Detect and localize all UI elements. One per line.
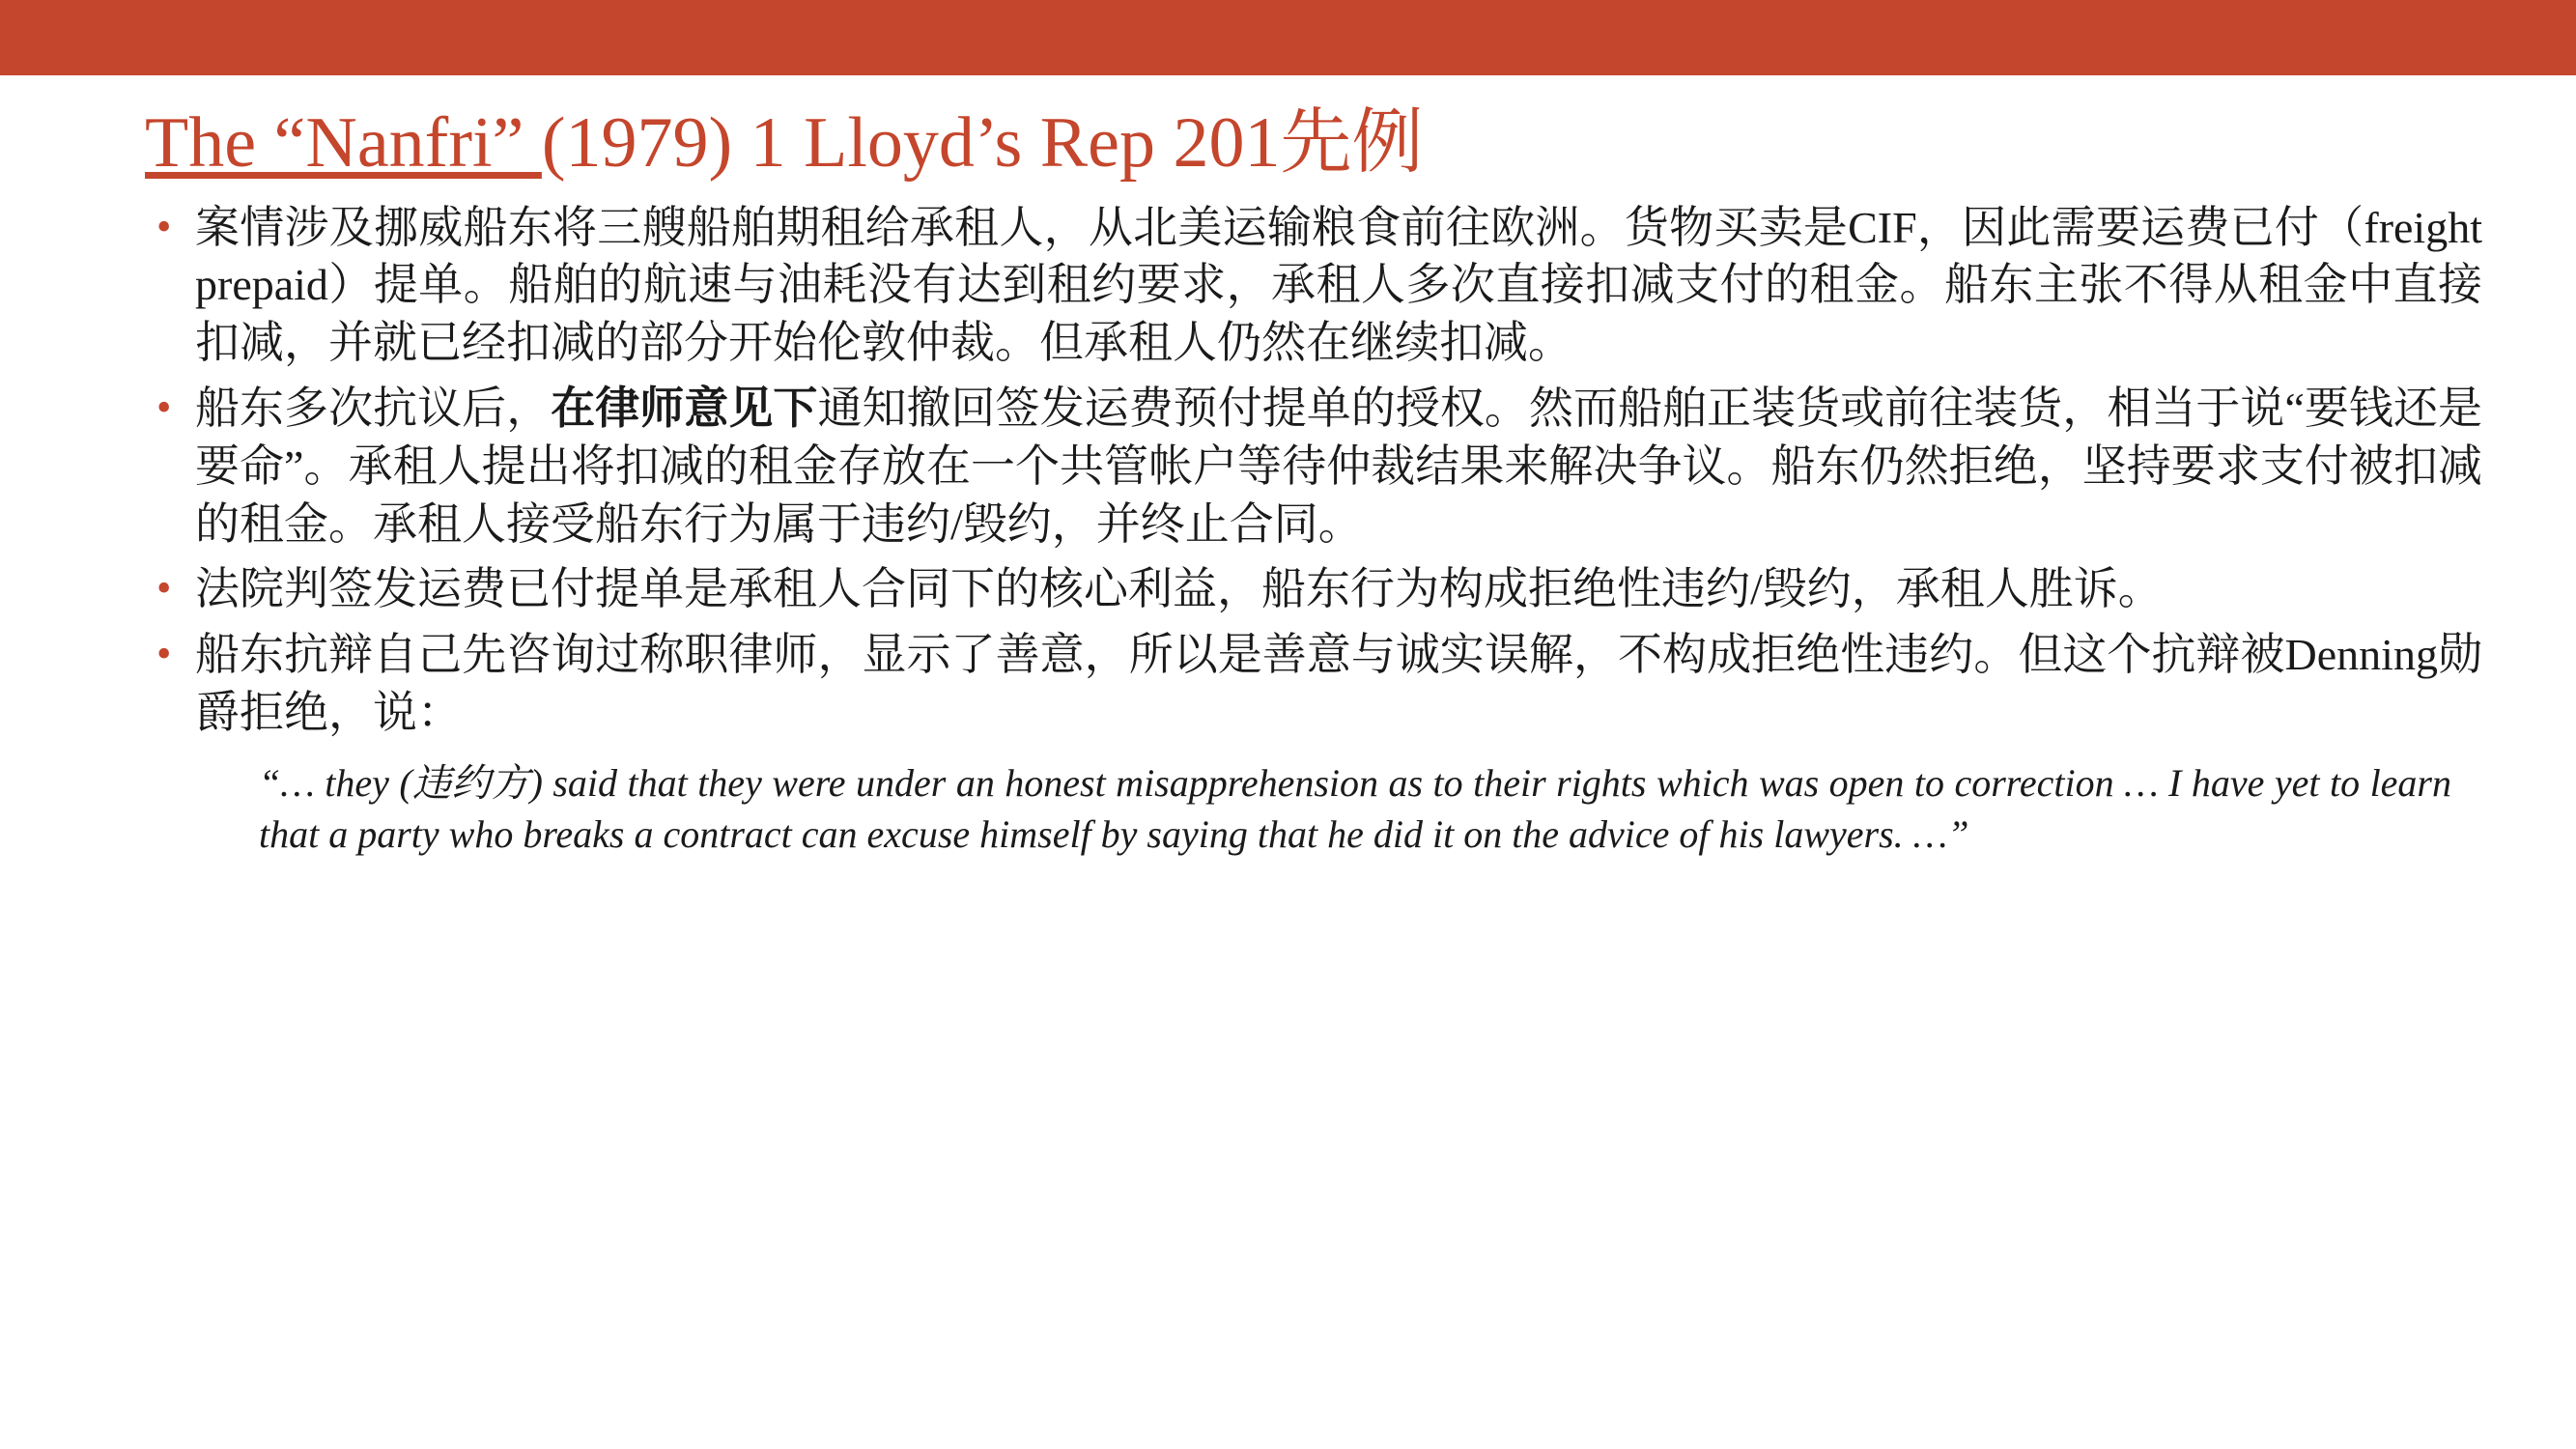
- list-item: [145, 380, 2482, 553]
- bullet-dot-icon: •: [156, 564, 172, 612]
- page-title: [145, 103, 2482, 183]
- page-title-citation: (1979) 1 Lloyd’s Rep 201先例: [541, 103, 1424, 183]
- bullet-dot-icon: •: [156, 630, 172, 678]
- bullet-list: [145, 199, 2482, 742]
- list-item: [145, 199, 2482, 372]
- bullet-text-emphasis: 在律师意见下: [551, 384, 818, 434]
- accent-top-bar: [0, 0, 2576, 75]
- bullet-text: 案情涉及挪威船东将三艘船舶期租给承租人，从北美运输粮食前往欧洲。货物买卖是CIF，因此需要运费已付（freight prepaid）提单。船舶的航速与油耗没有达到租约要求，承租人多次直接扣减支付的租金。船东主张不得从租金中直接扣减，并就已经扣减的部分开始伦敦仲裁。但承租人仍然在继续扣减。: [195, 202, 2482, 368]
- bullet-text: 法院判签发运费已付提单是承租人合同下的核心利益，船东行为构成拒绝性违约/毁约，承租人胜诉。: [195, 564, 2163, 614]
- bullet-text-after-emphasis: 通知撤回签发运费预付提单的授权。然而船舶正装货或前往装货，相当于说“要钱还是要命”。承租人提出将扣减的租金存放在一个共管帐户等待仲裁结果来解决争议。船东仍然拒绝，坚持要求支付被扣减的租金。承租人接受船东行为属于违约/毁约，并终止合同。: [195, 384, 2482, 549]
- bullet-dot-icon: •: [156, 384, 172, 432]
- bullet-text-before-emphasis: 船东多次抗议后，: [195, 384, 552, 434]
- slide-content: [145, 103, 2482, 860]
- list-item: [145, 560, 2482, 618]
- bullet-text: 船东抗辩自己先咨询过称职律师，显示了善意，所以是善意与诚实误解，不构成拒绝性违约。但这个抗辩被Denning勋爵拒绝，说：: [195, 630, 2482, 738]
- list-item: [145, 626, 2482, 742]
- page-title-case-name: The “Nanfri”: [145, 103, 542, 183]
- quotation-block: “… they (违约方) said that they were under an honest misapprehension as to their rights which was open to correction … I have yet to learn that a party who breaks a contract can excuse himself by saying that he did it on the advice of his lawyers. …”: [259, 760, 2451, 857]
- bullet-dot-icon: •: [156, 202, 172, 250]
